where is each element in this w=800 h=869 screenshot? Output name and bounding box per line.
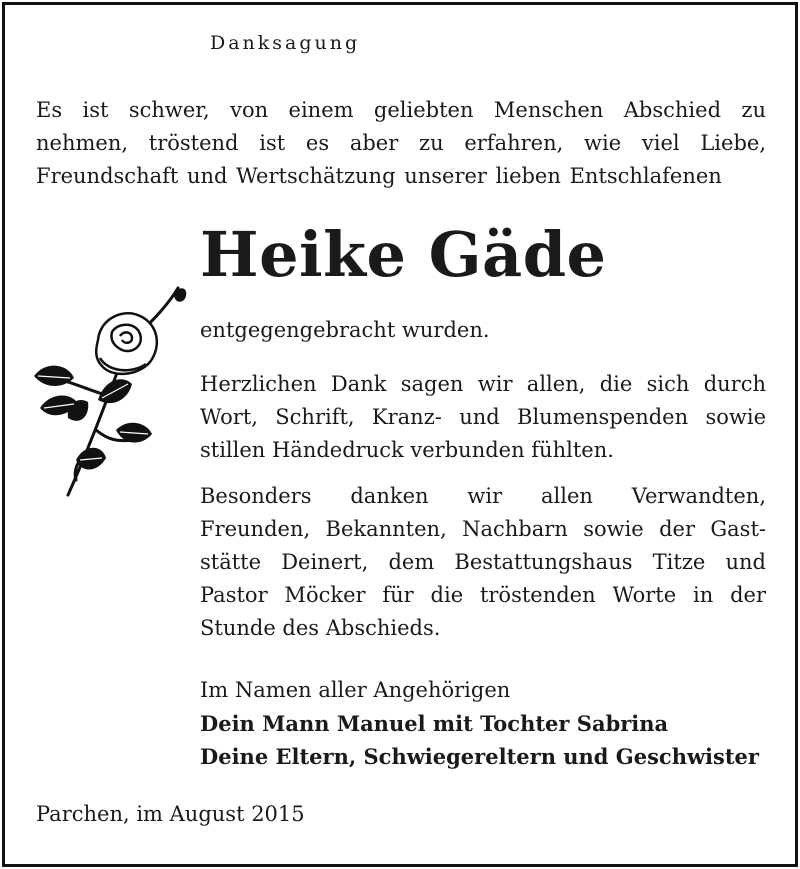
special-line: stätte Deinert, dem Bestattungshaus Titze und	[200, 550, 766, 574]
special-line: Besonders danken wir allen Verwandten,	[200, 484, 766, 508]
place-date: Parchen, im August 2015	[36, 802, 305, 826]
intro-paragraph	[36, 94, 766, 193]
thanks-line: Herzlichen Dank sagen wir allen, die sich durch	[200, 372, 766, 396]
intro-line: Es ist schwer, von einem geliebten Menschen Abschied zu	[36, 98, 766, 122]
thanks-line: stillen Händedruck verbunden fühlten.	[200, 438, 614, 462]
intro-line: Freundschaft und Wertschätzung unserer lieben Entschlafenen	[36, 164, 722, 188]
thanks-line: Wort, Schrift, Kranz- und Blumenspenden sowie	[200, 405, 766, 429]
signature-block	[200, 674, 766, 773]
deceased-name: Heike Gäde	[200, 218, 607, 291]
special-line: Pastor Möcker für die tröstenden Worte in der	[200, 583, 766, 607]
special-line: Freunden, Bekannten, Nachbarn sowie der Gast-	[200, 517, 766, 541]
intro-line: nehmen, tröstend ist es aber zu erfahren, wie viel Liebe,	[36, 131, 766, 155]
signature-line: Deine Eltern, Schwiegereltern und Geschwister	[200, 744, 759, 769]
signature-line: Dein Mann Manuel mit Tochter Sabrina	[200, 711, 669, 736]
notice-heading: Danksagung	[210, 32, 361, 54]
thanks-paragraph	[200, 368, 766, 467]
signature-intro: Im Namen aller Angehörigen	[200, 678, 511, 702]
after-name-paragraph	[200, 314, 766, 347]
special-thanks-paragraph	[200, 480, 766, 645]
special-line: Stunde des Abschieds.	[200, 616, 441, 640]
rose-icon	[28, 280, 193, 500]
after-name-line: entgegengebracht wurden.	[200, 318, 490, 342]
